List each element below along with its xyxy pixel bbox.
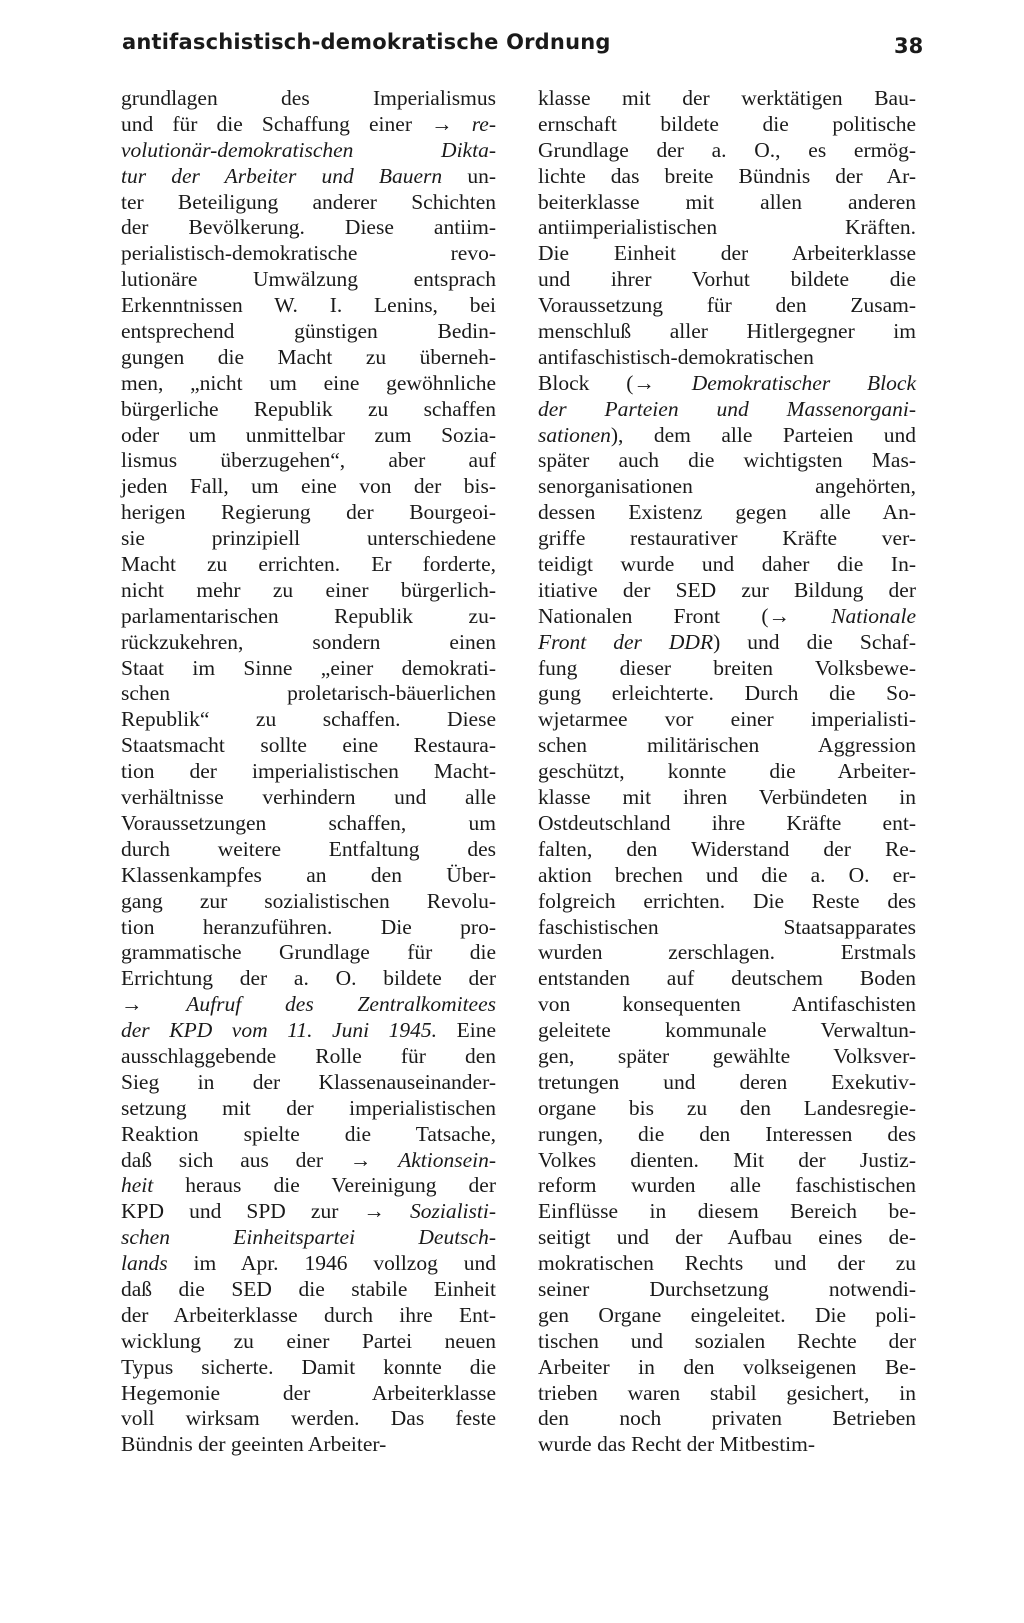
text-line (538, 1096, 916, 1122)
line-text: Staatsmacht sollte eine Restaura- (121, 733, 496, 758)
line-text: später auch die wichtigsten Mas- (538, 448, 916, 473)
text-line (121, 1381, 496, 1407)
text-line (121, 1355, 496, 1381)
line-text: Einflüsse in diesem Bereich be- (538, 1199, 916, 1224)
cross-reference-italic: Aktionsein- (398, 1147, 496, 1172)
line-text: wurden zerschlagen. Erstmals (538, 940, 916, 965)
text-line (121, 397, 496, 423)
text-line (121, 578, 496, 604)
text-line (121, 915, 496, 941)
text-line (121, 293, 496, 319)
line-text: wurde das Recht der Mitbestim- (538, 1432, 816, 1457)
text-line (538, 112, 916, 138)
text-line (538, 681, 916, 707)
text-line (538, 397, 916, 423)
line-text: bürgerliche Republik zu schaffen (121, 396, 496, 421)
line-text: durch weitere Entfaltung des (121, 836, 496, 861)
text-column-right (538, 86, 916, 1458)
line-text: seiner Durchsetzung notwendi- (538, 1276, 916, 1301)
text-line (121, 759, 496, 785)
line-text: schen militärischen Aggression (538, 733, 916, 758)
line-text: griffe restaurativer Kräfte ver- (538, 526, 916, 551)
text-line (538, 423, 916, 449)
text-line (538, 733, 916, 759)
text-line (121, 656, 496, 682)
line-text: falten, den Widerstand der Re- (538, 836, 916, 861)
line-text: wicklung zu einer Partei neuen (121, 1328, 496, 1353)
line-text: Eine (437, 1018, 496, 1043)
text-line (538, 1277, 916, 1303)
line-text: ausschlaggebende Rolle für den (121, 1043, 496, 1068)
line-text: klasse mit ihren Verbündeten in (538, 785, 916, 810)
line-text: ernschaft bildete die politische (538, 111, 916, 136)
text-line (538, 863, 916, 889)
cross-reference-italic: Demokratischer Block (691, 370, 916, 395)
text-line (121, 190, 496, 216)
line-text: Voraussetzungen schaffen, um (121, 810, 496, 835)
line-text: ter Beteiligung anderer Schichten (121, 189, 496, 214)
line-text: lutionäre Umwälzung entsprach (121, 267, 496, 292)
text-line (538, 86, 916, 112)
text-line (121, 837, 496, 863)
line-text: den noch privaten Betrieben (538, 1406, 916, 1431)
text-line (538, 164, 916, 190)
line-text: antifaschistisch-demokratischen (538, 344, 814, 369)
line-text: fung dieser breiten Volksbewe- (538, 655, 916, 680)
line-text: Staat im Sinne „einer demokrati- (121, 655, 496, 680)
text-line (538, 1199, 916, 1225)
line-text: trieben waren stabil gesichert, in (538, 1380, 916, 1405)
text-line (121, 785, 496, 811)
text-line (538, 1044, 916, 1070)
line-text: parlamentarischen Republik zu- (121, 603, 496, 628)
text-line (121, 1018, 496, 1044)
text-line (538, 604, 916, 630)
text-line (121, 474, 496, 500)
line-text: Block (→ (538, 370, 692, 395)
line-text: Errichtung der a. O. bildete der (121, 966, 496, 991)
text-line (121, 112, 496, 138)
line-text: ) und die Schaf- (713, 629, 916, 654)
text-line (538, 345, 916, 371)
line-text: daß sich aus der → (121, 1147, 399, 1172)
text-line (121, 1096, 496, 1122)
text-line (538, 1173, 916, 1199)
line-text: Bündnis der geeinten Arbeiter- (121, 1432, 387, 1457)
text-line (121, 371, 496, 397)
line-text: antiimperialistischen Kräften. (538, 215, 916, 240)
line-text: menschluß aller Hitlergegner im (538, 319, 916, 344)
text-line (121, 241, 496, 267)
line-text: sie prinzipiell unterschiedene (121, 526, 496, 551)
line-text: men, „nicht um eine gewöhnliche (121, 370, 496, 395)
line-text: Voraussetzung für den Zusam- (538, 293, 916, 318)
text-line (121, 1225, 496, 1251)
text-line (538, 811, 916, 837)
text-line (121, 1199, 496, 1225)
text-line (538, 500, 916, 526)
line-text: senorganisationen angehörten, (538, 474, 916, 499)
text-line (538, 966, 916, 992)
text-line (121, 1432, 496, 1458)
cross-reference-italic: Nationale (831, 603, 916, 628)
text-line (538, 707, 916, 733)
text-line (121, 448, 496, 474)
cross-reference-italic: Aufruf des Zentralkomitees (186, 992, 497, 1017)
line-text: heraus die Vereinigung der (153, 1173, 496, 1198)
text-line (121, 992, 496, 1018)
text-line (121, 319, 496, 345)
text-line (538, 656, 916, 682)
line-text: ), dem alle Parteien und (610, 422, 916, 447)
text-line (121, 552, 496, 578)
line-text: der Arbeiterklasse durch ihre Ent- (121, 1302, 496, 1327)
line-text: Grundlage der a. O., es ermög- (538, 137, 916, 162)
text-line (538, 1122, 916, 1148)
cross-reference-italic: heit (121, 1173, 154, 1198)
text-line (538, 578, 916, 604)
line-text: wjetarmee vor einer imperialisti- (538, 707, 916, 732)
text-line (538, 889, 916, 915)
line-text: Ostdeutschland ihre Kräfte ent- (538, 810, 916, 835)
line-text: tretungen und deren Exekutiv- (538, 1069, 916, 1094)
text-line (538, 915, 916, 941)
line-text: Reaktion spielte die Tatsache, (121, 1121, 496, 1146)
text-line (538, 1406, 916, 1432)
line-text: oder um unmittelbar zum Sozia- (121, 422, 496, 447)
text-line (538, 526, 916, 552)
text-line (121, 423, 496, 449)
text-line (121, 1329, 496, 1355)
text-line (121, 863, 496, 889)
line-text: jeden Fall, um eine von der bis- (121, 474, 496, 499)
line-text: verhältnisse verhindern und alle (121, 785, 496, 810)
text-line (121, 138, 496, 164)
line-text: voll wirksam werden. Das feste (121, 1406, 496, 1431)
cross-reference-italic: lands (121, 1251, 168, 1276)
text-line (121, 733, 496, 759)
text-line (121, 164, 496, 190)
text-line (538, 1432, 916, 1458)
line-text: perialistisch-demokratische revo- (121, 241, 496, 266)
line-text: Die Einheit der Arbeiterklasse (538, 241, 916, 266)
text-line (538, 474, 916, 500)
line-text: itiative der SED zur Bildung der (538, 577, 916, 602)
line-text: setzung mit der imperialistischen (121, 1095, 496, 1120)
line-text: grundlagen des Imperialismus (121, 86, 496, 110)
text-line (121, 215, 496, 241)
line-text: tion heranzuführen. Die pro- (121, 914, 496, 939)
text-line (538, 241, 916, 267)
line-text: mokratischen Rechts und der zu (538, 1251, 916, 1276)
cross-reference-italic: tur der Arbeiter und Bauern (121, 163, 443, 188)
text-line (538, 1070, 916, 1096)
line-text: gung erleichterte. Durch die So- (538, 681, 916, 706)
line-text: folgreich errichten. Die Reste des (538, 888, 916, 913)
text-line (121, 1070, 496, 1096)
cross-reference-italic: volutionär-demokratischen Dikta- (121, 137, 496, 162)
line-text: und für die Schaffung einer → (121, 111, 472, 136)
line-text: entstanden auf deutschem Boden (538, 966, 916, 991)
line-text: tischen und sozialen Rechte der (538, 1328, 916, 1353)
text-line (121, 1406, 496, 1432)
text-line (121, 889, 496, 915)
line-text: nicht mehr zu einer bürgerlich- (121, 577, 496, 602)
page-number: 38 (894, 34, 924, 58)
text-line (538, 785, 916, 811)
text-line (538, 190, 916, 216)
text-line (538, 293, 916, 319)
text-line (538, 138, 916, 164)
line-text: klasse mit der werktätigen Bau- (538, 86, 916, 110)
line-text: gang zur sozialistischen Revolu- (121, 888, 496, 913)
line-text: der Bevölkerung. Diese antiim- (121, 215, 496, 240)
line-text: → (121, 992, 187, 1017)
text-line (538, 837, 916, 863)
text-line (121, 1303, 496, 1329)
line-text: Volkes dienten. Mit der Justiz- (538, 1147, 916, 1172)
text-line (121, 500, 496, 526)
line-text: aktion brechen und die a. O. er- (538, 862, 916, 887)
text-line (538, 630, 916, 656)
text-line (121, 630, 496, 656)
text-line (121, 1148, 496, 1174)
line-text: grammatische Grundlage für die (121, 940, 496, 965)
text-line (538, 1225, 916, 1251)
line-text: lichte das breite Bündnis der Ar- (538, 163, 916, 188)
text-line (121, 681, 496, 707)
text-line (121, 1251, 496, 1277)
line-text: faschistischen Staatsapparates (538, 914, 916, 939)
text-line (121, 811, 496, 837)
text-line (121, 267, 496, 293)
line-text: entsprechend günstigen Bedin- (121, 319, 496, 344)
cross-reference-italic: Sozialisti- (409, 1199, 496, 1224)
line-text: herigen Regierung der Bourgeoi- (121, 500, 496, 525)
line-text: daß die SED die stabile Einheit (121, 1276, 496, 1301)
line-text: organe bis zu den Landesregie- (538, 1095, 916, 1120)
line-text: geschützt, konnte die Arbeiter- (538, 759, 916, 784)
text-line (121, 707, 496, 733)
line-text: geleitete kommunale Verwaltun- (538, 1018, 916, 1043)
line-text: Nationalen Front (→ (538, 603, 832, 628)
line-text: gungen die Macht zu überneh- (121, 344, 496, 369)
line-text: Hegemonie der Arbeiterklasse (121, 1380, 496, 1405)
line-text: seitigt und der Aufbau eines de- (538, 1225, 916, 1250)
line-text: teidigt wurde und daher die In- (538, 552, 916, 577)
line-text: Sieg in der Klassenauseinander- (121, 1069, 496, 1094)
line-text: schen proletarisch-bäuerlichen (121, 681, 496, 706)
text-line (538, 1018, 916, 1044)
line-text: reform wurden alle faschistischen (538, 1173, 916, 1198)
text-line (538, 940, 916, 966)
text-line (538, 1251, 916, 1277)
line-text: un- (442, 163, 496, 188)
text-line (121, 940, 496, 966)
text-line (121, 1122, 496, 1148)
line-text: Arbeiter in den volkseigenen Be- (538, 1354, 916, 1379)
text-column-left (121, 86, 496, 1458)
text-line (121, 345, 496, 371)
text-line (538, 215, 916, 241)
text-line (538, 1355, 916, 1381)
cross-reference-italic: der Parteien und Massenorgani- (538, 396, 916, 421)
line-text: gen Organe eingeleitet. Die poli- (538, 1302, 916, 1327)
cross-reference-italic: schen Einheitspartei Deutsch- (121, 1225, 496, 1250)
text-line (538, 1329, 916, 1355)
text-line (538, 1303, 916, 1329)
line-text: Typus sicherte. Damit konnte die (121, 1354, 496, 1379)
text-line (121, 1173, 496, 1199)
line-text: Klassenkampfes an den Über- (121, 862, 496, 887)
text-line (121, 966, 496, 992)
text-line (121, 604, 496, 630)
text-line (538, 552, 916, 578)
cross-reference-italic: Front der DDR (538, 629, 714, 654)
running-head: antifaschistisch-demokratische Ordnung (122, 30, 611, 54)
cross-reference-italic: re- (471, 111, 496, 136)
text-line (121, 86, 496, 112)
text-line (538, 1148, 916, 1174)
text-line (538, 448, 916, 474)
cross-reference-italic: sationen (538, 422, 611, 447)
line-text: Macht zu errichten. Er forderte, (121, 552, 496, 577)
text-line (538, 371, 916, 397)
text-line (121, 1277, 496, 1303)
text-line (538, 319, 916, 345)
text-line (121, 526, 496, 552)
text-line (121, 1044, 496, 1070)
line-text: lismus überzugehen“, aber auf (121, 448, 496, 473)
line-text: beiterklasse mit allen anderen (538, 189, 916, 214)
line-text: Erkenntnissen W. I. Lenins, bei (121, 293, 496, 318)
line-text: Republik“ zu schaffen. Diese (121, 707, 496, 732)
cross-reference-italic: der KPD vom 11. Juni 1945. (121, 1018, 438, 1043)
line-text: von konsequenten Antifaschisten (538, 992, 916, 1017)
line-text: dessen Existenz gegen alle An- (538, 500, 916, 525)
text-line (538, 1381, 916, 1407)
text-line (538, 992, 916, 1018)
line-text: im Apr. 1946 vollzog und (167, 1251, 496, 1276)
line-text: und ihrer Vorhut bildete die (538, 267, 916, 292)
line-text: rungen, die den Interessen des (538, 1121, 916, 1146)
line-text: tion der imperialistischen Macht- (121, 759, 496, 784)
line-text: gen, später gewählte Volksver- (538, 1043, 916, 1068)
line-text: KPD und SPD zur → (121, 1199, 410, 1224)
line-text: rückzukehren, sondern einen (121, 629, 496, 654)
text-line (538, 267, 916, 293)
text-line (538, 759, 916, 785)
